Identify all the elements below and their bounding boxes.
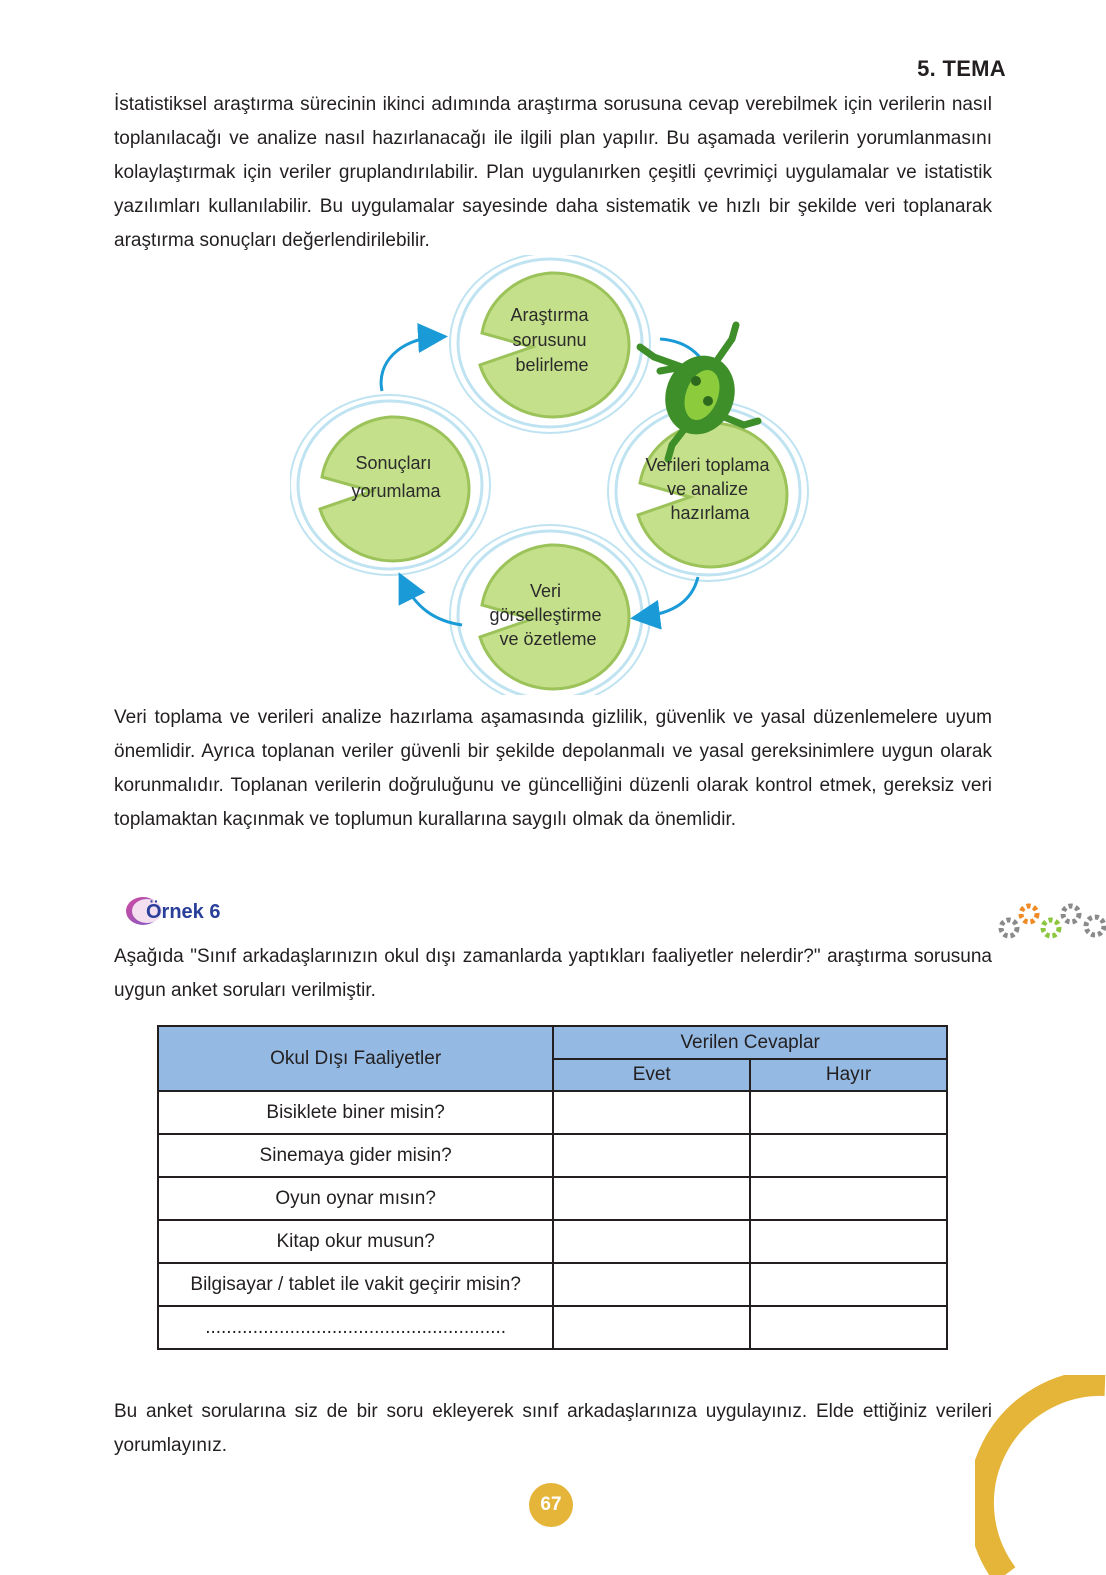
question-cell: Bilgisayar / tablet ile vakit geçirir misin? xyxy=(158,1263,553,1306)
cycle-top-line1: Araştırma xyxy=(510,305,589,325)
cycle-right-line1: Verileri toplama xyxy=(645,455,770,475)
header-activities: Okul Dışı Faaliyetler xyxy=(158,1026,553,1091)
yes-cell xyxy=(553,1306,750,1349)
question-cell: Bisiklete biner misin? xyxy=(158,1091,553,1134)
question-cell: ......................................................... xyxy=(158,1306,553,1349)
question-cell: Oyun oynar mısın? xyxy=(158,1177,553,1220)
table-row xyxy=(158,1220,947,1263)
table-header-row xyxy=(158,1026,947,1059)
yes-cell xyxy=(553,1134,750,1177)
no-cell xyxy=(750,1220,947,1263)
no-cell xyxy=(750,1263,947,1306)
table-row xyxy=(158,1263,947,1306)
cycle-bottom-line3: ve özetleme xyxy=(499,629,597,649)
no-cell xyxy=(750,1091,947,1134)
table-row xyxy=(158,1091,947,1134)
survey-table xyxy=(157,1025,948,1350)
question-cell: Sinemaya gider misin? xyxy=(158,1134,553,1177)
header-yes: Evet xyxy=(553,1059,750,1091)
table-row xyxy=(158,1306,947,1349)
cycle-top-line2: sorusunu xyxy=(512,330,587,350)
cycle-bottom-line1: Veri xyxy=(529,581,562,601)
table-row xyxy=(158,1177,947,1220)
decorative-arc xyxy=(975,1375,1106,1575)
arrow-left-to-top xyxy=(381,337,436,391)
table-row xyxy=(158,1134,947,1177)
no-cell xyxy=(750,1306,947,1349)
example-description: Aşağıda "Sınıf arkadaşlarınızın okul dışı zamanlarda yaptıkları faaliyetler nelerdir?" araştırma sorusuna uygun anket soruları verilmiştir. xyxy=(114,946,992,1001)
cycle-top-line3: belirleme xyxy=(515,355,589,375)
gears-icon xyxy=(995,898,1106,944)
research-cycle-diagram xyxy=(290,255,810,695)
task-paragraph: Bu anket sorularına siz de bir soru ekleyerek sınıf arkadaşlarınıza uygulayınız. Elde ettiğiniz verileri yorumlayınız. xyxy=(114,1401,992,1456)
page-number: 67 xyxy=(529,1483,573,1527)
cycle-bottom-line2: görselleştirme xyxy=(489,605,602,625)
example-label: Örnek 6 xyxy=(146,901,221,923)
cycle-right-line2: ve analize xyxy=(666,479,749,499)
cycle-left-line1: Sonuçları xyxy=(355,453,432,473)
cycle-right-line3: hazırlama xyxy=(670,503,750,523)
no-cell xyxy=(750,1134,947,1177)
yes-cell xyxy=(553,1263,750,1306)
header-answers: Verilen Cevaplar xyxy=(553,1026,947,1059)
no-cell xyxy=(750,1177,947,1220)
example-heading xyxy=(122,895,262,929)
yes-cell xyxy=(553,1220,750,1263)
privacy-paragraph: Veri toplama ve verileri analize hazırlama aşamasında gizlilik, güvenlik ve yasal düzenlemelere uyum önemlidir. Ayrıca toplanan veriler güvenli bir şekilde depolanmalı ve yasal gereksinimlere uygun olarak korunmalıdır. Toplanan verilerin doğruluğunu ve güncelliğini düzenli olarak kontrol etmek, gereksiz veri toplamaktan kaçınmak ve toplumun kurallarına saygılı olmak da önemlidir. xyxy=(114,707,992,830)
header-no: Hayır xyxy=(750,1059,947,1091)
theme-title: 5. TEMA xyxy=(917,56,1006,81)
yes-cell xyxy=(553,1091,750,1134)
yes-cell xyxy=(553,1177,750,1220)
intro-paragraph: İstatistiksel araştırma sürecinin ikinci adımında araştırma sorusuna cevap verebilmek için verilerin nasıl toplanılacağı ve analize nasıl hazırlanacağı ile ilgili plan yapılır. Bu aşamada verilerin yorumlanmasını kolaylaştırmak için veriler gruplandırılabilir. Plan uygulanırken çeşitli çevrimiçi uygulamalar ve istatistik yazılımları kullanılabilir. Bu uygulamalar sayesinde daha sistematik ve hızlı bir şekilde veri toplanarak araştırma sonuçları değerlendirilebilir. xyxy=(114,94,992,251)
cycle-label-top xyxy=(510,305,593,375)
cycle-left-line2: yorumlama xyxy=(351,481,441,501)
question-cell: Kitap okur musun? xyxy=(158,1220,553,1263)
